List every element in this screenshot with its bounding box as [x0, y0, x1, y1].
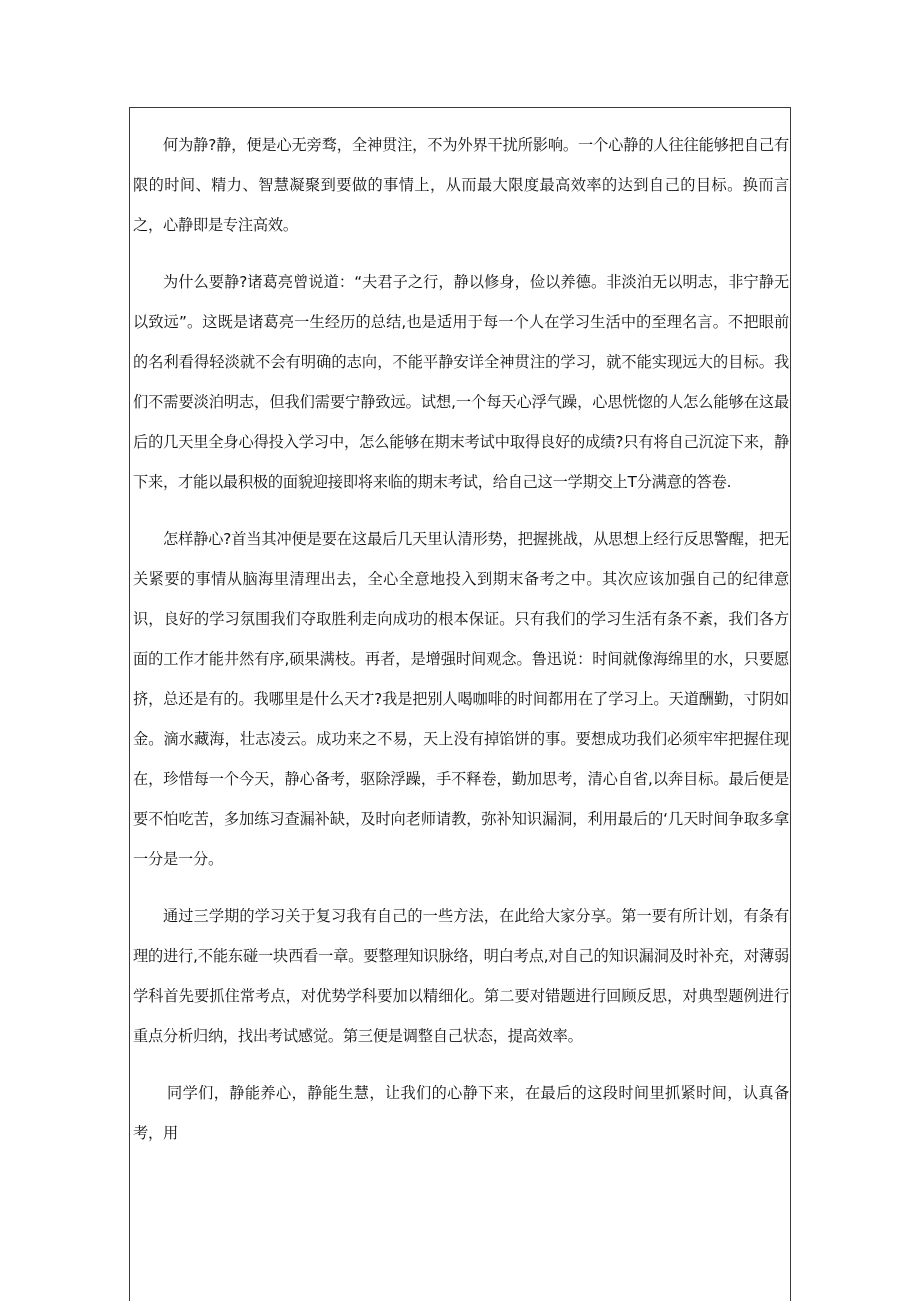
- page-frame: [129, 107, 791, 1301]
- document-body: [133, 125, 789, 1170]
- paragraph-closing: 同学们，静能养心，静能生慧，让我们的心静下来，在最后的这段时间里抓紧时间，认真备考，用: [133, 1084, 789, 1142]
- paragraph-why-calm: 为什么要静?诸葛亮曾说道：“夫君子之行，静以修身，俭以养德。非淡泊无以明志，非宁静无以致远”。这既是诸葛亮一生经历的总结,也是适用于每一个人在学习生活中的至理名言。不把眼前的名利看得轻淡就不会有明确的志向，不能平静安详全神贯注的学习，就不能实现远大的目标。我们不需要淡泊明志，但我们需要宁静致远。试想,一个每天心浮气躁，心思恍惚的人怎么能够在这最后的几天里全身心得投入学习中，怎么能够在期末考试中取得良好的成绩?只有将自己沉淀下来，静下来，才能以最积极的面貌迎接即将来临的期末考试，给自己这一学期交上T分满意的答卷.: [133, 273, 789, 491]
- paragraph-review-methods: 通过三学期的学习关于复习我有自己的一些方法，在此给大家分享。第一要有所计划，有条有理的进行,不能东碰一块西看一章。要整理知识脉络，明白考点,对自己的知识漏洞及时补充，对薄弱学科首先要抓住常考点，对优势学科要加以精细化。第二要对错题进行回顾反思，对典型题例进行重点分析归纳，找出考试感觉。第三便是调整自己状态，提高效率。: [133, 907, 789, 1045]
- paragraph-what-is-calm: 何为静?静，便是心无旁骛，全神贯注，不为外界干扰所影响。一个心静的人往往能够把自己有限的时间、精力、智慧凝聚到要做的事情上，从而最大限度最高效率的达到自己的目标。换而言之，心静即是专注高效。: [133, 136, 789, 234]
- paragraph-how-to-calm: 怎样静心?首当其冲便是要在这最后几天里认清形势，把握挑战，从思想上经行反思警醒，把无关紧要的事情从脑海里清理出去，全心全意地投入到期末备考之中。其次应该加强自己的纪律意识，良好的学习氛围我们夺取胜利走向成功的根本保证。只有我们的学习生活有条不紊，我们各方面的工作才能井然有序,硕果满枝。再者，是增强时间观念。鲁迅说：时间就像海绵里的水，只要愿挤，总还是有的。我哪里是什么天才?我是把别人喝咖啡的时间都用在了学习上。天道酬勤，寸阴如金。滴水藏海，壮志凌云。成功来之不易，天上没有掉馅饼的事。要想成功我们必须牢牢把握住现在，珍惜每一个今天，静心备考，驱除浮躁，手不释卷，勤加思考，清心自省,以奔目标。最后便是要不怕吃苦，多加练习查漏补缺，及时向老师请教，弥补知识漏洞，利用最后的‘几天时间争取多拿一分是一分。: [133, 530, 789, 868]
